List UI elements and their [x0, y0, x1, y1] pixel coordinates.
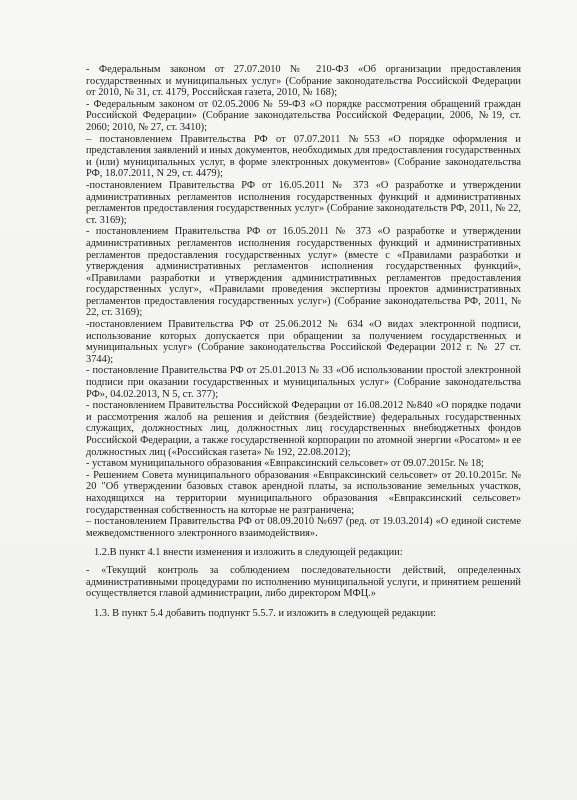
legal-basis-item: - постановление Правительства РФ от 25.01.2013 № 33 «Об использовании простой электронной подписи при оказании государственных и муниципальных услуг» (Собрание законодательства РФ», 04.02.2013, N 5, ст. 377);: [86, 365, 521, 400]
section-heading-1-2: 1.2.В пункт 4.1 внести изменения и изложить в следующей редакции:: [94, 547, 403, 559]
legal-basis-item: - Федеральным законом от 27.07.2010 № 210-ФЗ «Об организации предоставления государственных и муниципальных услуг» (Собрание законодательства Российской Федерации от 2010, № 31, ст. 4179, Российская газета, 2010, № 168);: [86, 64, 521, 99]
legal-basis-item: -постановлением Правительства РФ от 16.05.2011 № 373 «О разработке и утверждении административных регламентов исполнения государственных функций и административных регламентов предоставления государственных услуг» (Собрание законодательств РФ, 2011, № 22, ст. 3169);: [86, 179, 521, 226]
legal-basis-item: – постановлением Правительства РФ от 07.07.2011 №553 «О порядке оформления и представления заявлений и иных документов, необходимых для предоставления государственных и (или) муниципальных услуг, в форме электронных документов» (Собрание законодательства РФ, 18.07.2011, N 29, ст. 4479);: [86, 133, 521, 180]
legal-basis-item: - Решением Совета муниципального образования «Евпраксинский сельсовет» от 20.10.2015г. № 20 "Об утверждении базовых ставок арендной платы, за использование земельных участков, находящихся на территории муниципального образования «Евпраксинский сельсовет» государственная собственность на которые не разграничена;: [86, 469, 521, 516]
section-body-1-2: - «Текущий контроль за соблюдением последовательности действий, определенных административными процедурами по исполнению муниципальной услуги, и принятием решений осуществляется главой администрации, либо директором МФЦ.»: [86, 564, 521, 600]
legal-basis-item: – постановлением Правительства РФ от 08.09.2010 №697 (ред. от 19.03.2014) «О единой системе межведомственного электронного взаимодействия».: [86, 516, 521, 539]
document-content: [86, 64, 521, 625]
section-heading-1-3: 1.3. В пункт 5.4 добавить подпункт 5.5.7. и изложить в следующей редакции:: [94, 607, 437, 619]
legal-basis-item: -постановлением Правительства РФ от 25.06.2012 № 634 «О видах электронной подписи, использование которых допускается при обращении за получением государственных и муниципальных услуг» (Собрание законодательства Российской Федерации 2012 г. № 27 ст. 3744);: [86, 319, 521, 365]
legal-basis-item: - постановлением Правительства Российской Федерации от 16.08.2012 №840 «О порядке подачи и рассмотрения жалоб на решения и действия (бездействие) федеральных государственных служащих, должностных лиц, должностных лиц государственных внебюджетных фондов Российской Федерации, а также государственной корпорации по атомной энергии «Росатом» и ее должностных лиц («Российская газета» № 192, 22.08.2012);: [86, 400, 521, 458]
legal-basis-item: - Федеральным законом от 02.05.2006 № 59-ФЗ «О порядке рассмотрения обращений граждан Российской Федерации» (Собрание законодательства Российской Федерации, 2006, №19, ст. 2060; 2010, № 27, ст. 3410);: [86, 98, 521, 133]
legal-basis-item: - уставом муниципального образования «Евпраксинский сельсовет» от 09.07.2015г. № 18;: [86, 458, 484, 470]
legal-basis-item: - постановлением Правительства РФ от 16.05.2011 № 373 «О разработке и утверждении административных регламентов исполнения государственных функций и административных регламентов предоставления государственных услуг» (вместе с «Правилами разработки и утверждения административных регламентов исполнения государственных функций», «Правилами разработки и утверждения административных регламентов предоставления государственных услуг», «Правилами проведения экспертизы проектов административных регламентов предоставления государственных услуг») (Собрание законодательства РФ, 2011, № 22, ст. 3169);: [86, 226, 521, 319]
